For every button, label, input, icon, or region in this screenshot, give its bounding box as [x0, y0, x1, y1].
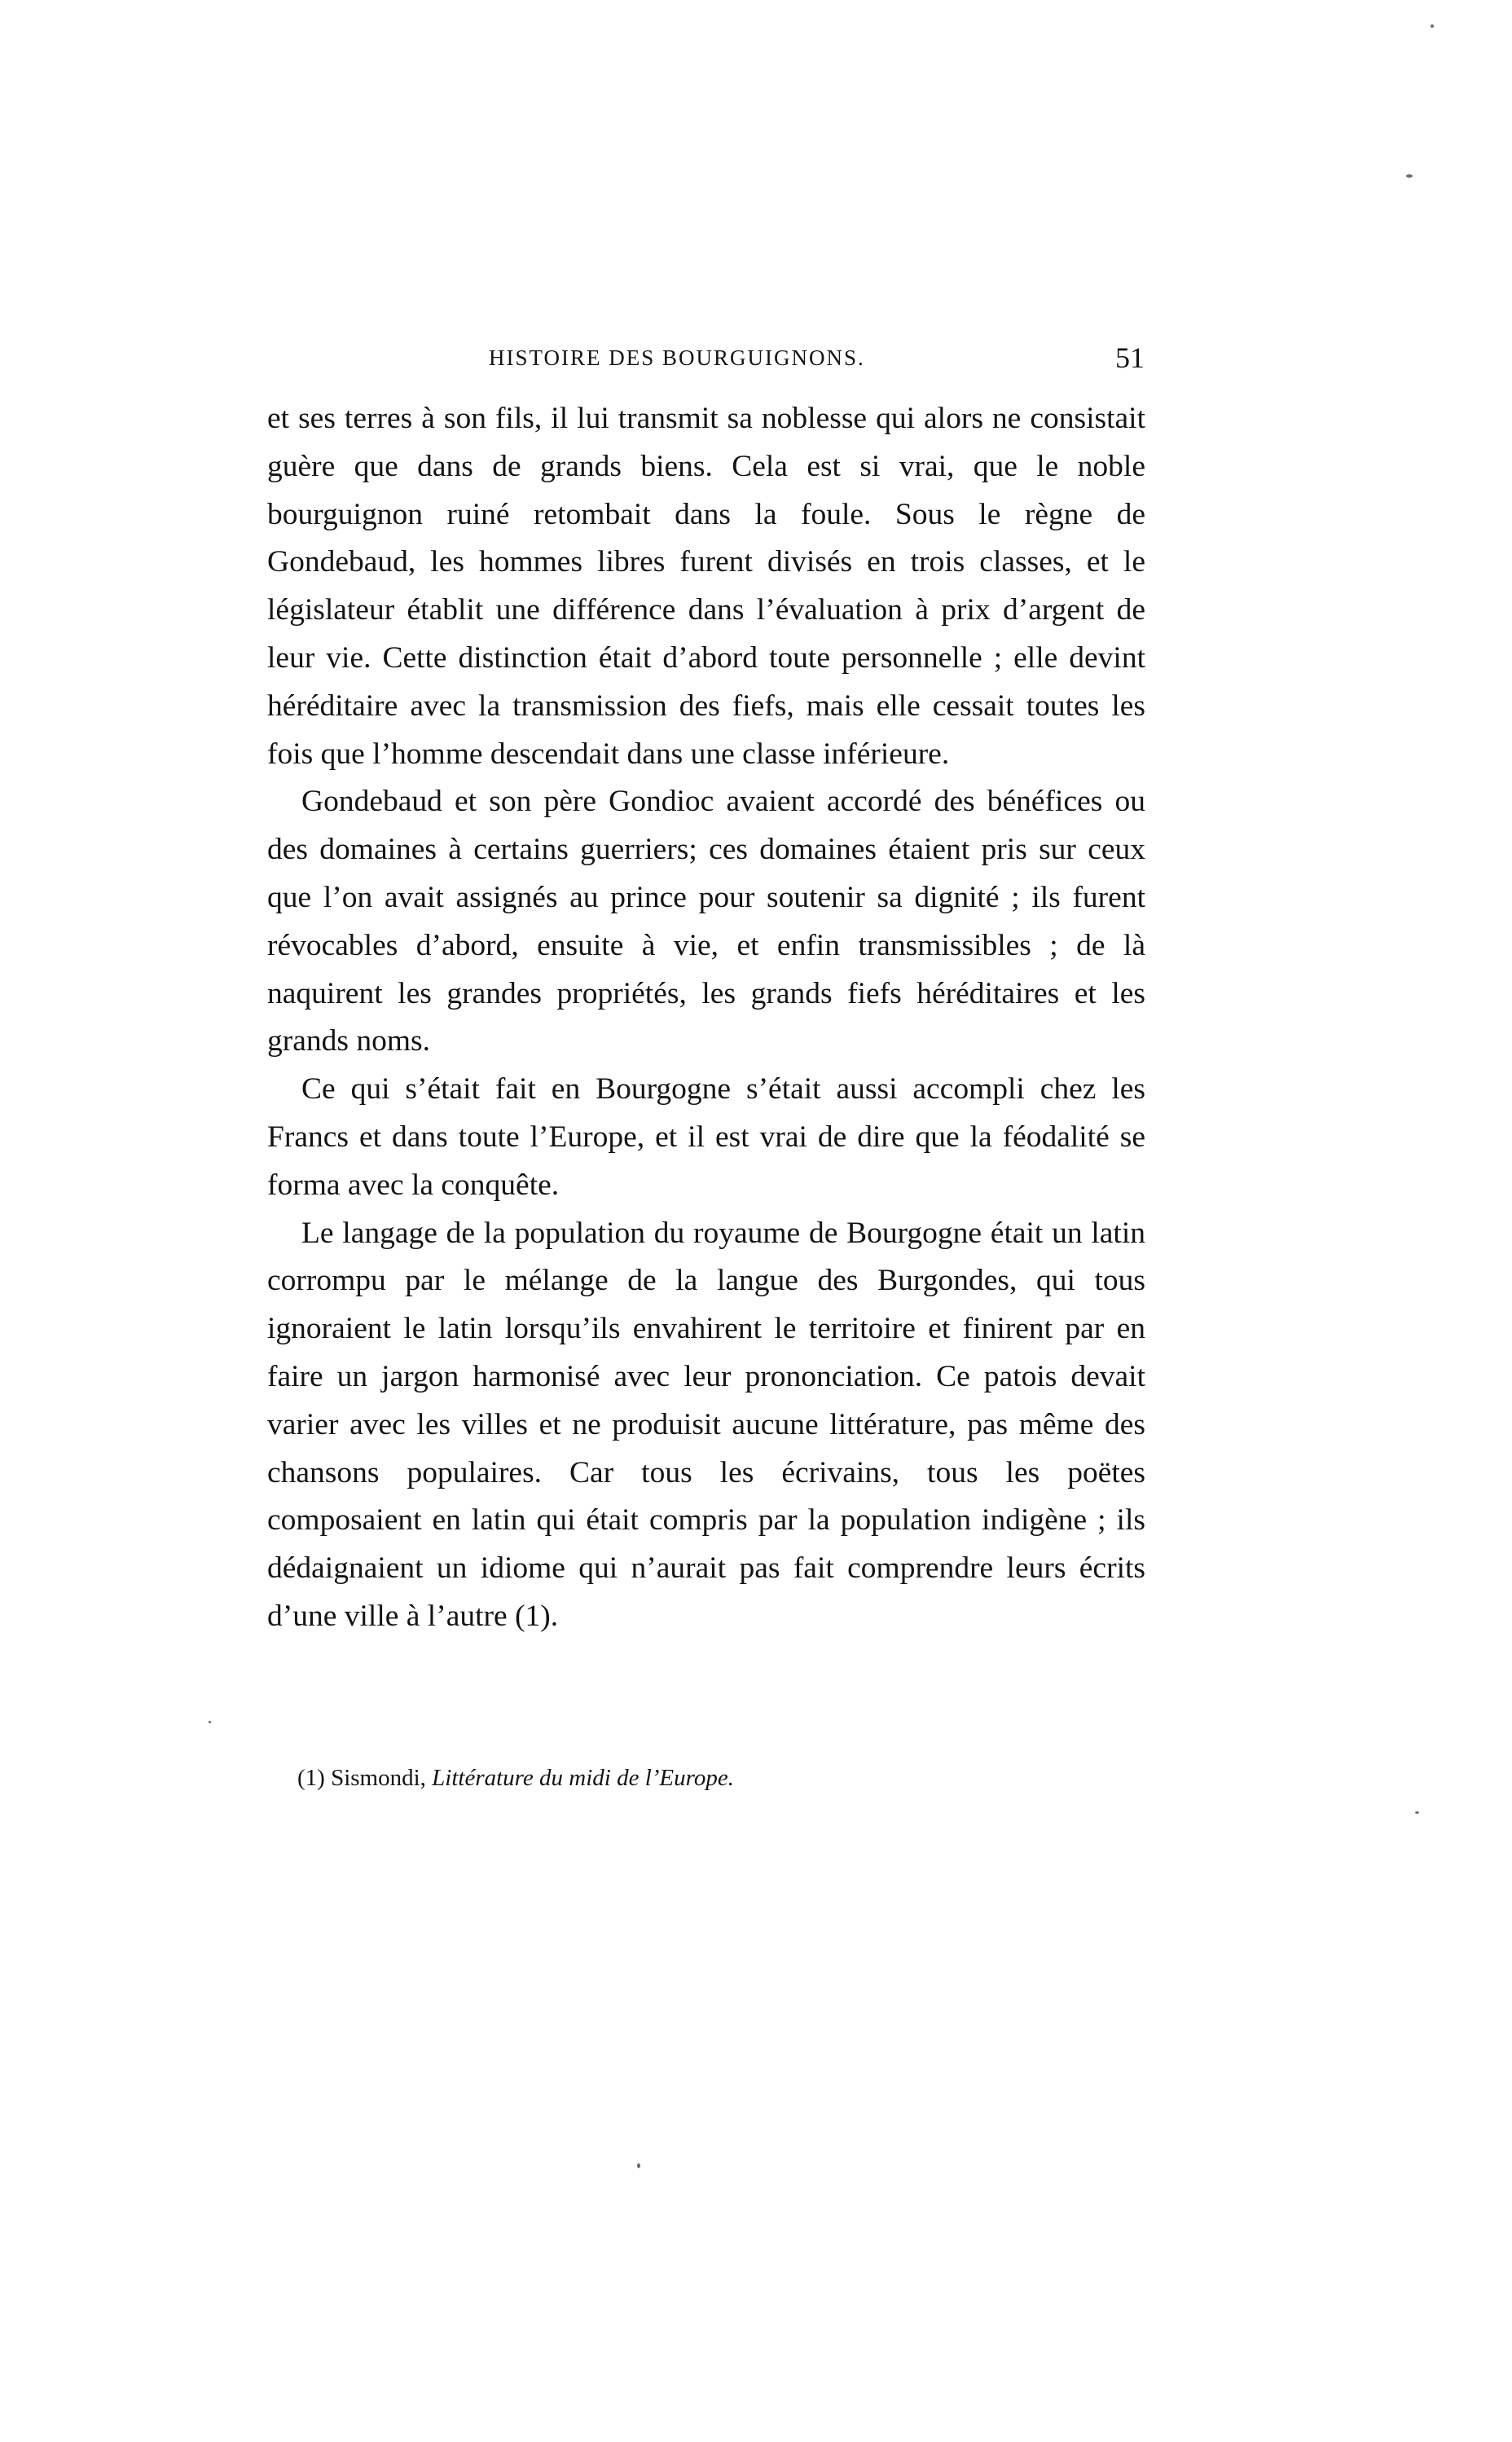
running-title: HISTOIRE DES BOURGUIGNONS.	[489, 345, 865, 370]
page-number: 51	[1115, 341, 1145, 374]
scan-speck	[1431, 24, 1434, 28]
footnote	[297, 1762, 1145, 1794]
paragraph-4: Le langage de la population du royaume de Bourgogne était un latin corrompu par le mélange de la langue des Burgondes, qui tous ignoraient le latin lorsqu’ils envahirent le territoire et finirent par en faire un jargon harmonisé avec leur prononciation. Ce patois devait varier avec les villes et ne produisit aucune littérature, pas même des chansons populaires. Car tous les écrivains, tous les poëtes composaient en latin qui était compris par la population indigène ; ils dédaignaient un idiome qui n’aurait pas fait comprendre leurs écrits d’une ville à l’autre (1).	[267, 1216, 1145, 1633]
paragraph-2: Gondebaud et son père Gondioc avaient accordé des bénéfices ou des domaines à certains guerriers; ces domaines étaient pris sur ceux que l’on avait assignés au prince pour soutenir sa dignité ; ils furent révocables d’abord, ensuite à vie, et enfin transmissibles ; de là naquirent les grandes propriétés, les grands fiefs héréditaires et les grands noms.	[267, 785, 1145, 1058]
footnote-author: Sismondi,	[331, 1765, 426, 1791]
paragraph-3: Ce qui s’était fait en Bourgogne s’était aussi accompli chez les Francs et dans toute l’Europe, et il est vrai de dire que la féodalité se forma avec la conquête.	[267, 1072, 1145, 1202]
running-head	[269, 341, 1145, 381]
scan-speck	[1415, 1811, 1419, 1814]
scan-speck	[1406, 174, 1413, 178]
footnote-marker: (1)	[297, 1765, 325, 1791]
scan-speck	[209, 1721, 211, 1723]
scan-speck	[637, 2163, 640, 2168]
footnote-title: Littérature du midi de l’Europe.	[432, 1765, 734, 1791]
paragraph-1: et ses terres à son fils, il lui transmit sa noblesse qui alors ne consistait guère que dans de grands biens. Cela est si vrai, que le noble bourguignon ruiné retombait dans la foule. Sous le règne de Gondebaud, les hommes libres furent divisés en trois classes, et le législateur établit une différence dans l’évaluation à prix d’argent de leur vie. Cette distinction était d’abord toute personnelle ; elle devint héréditaire avec la transmission des fiefs, mais elle cessait toutes les fois que l’homme descendait dans une classe inférieure.	[267, 402, 1145, 771]
body-text	[267, 395, 1145, 1641]
